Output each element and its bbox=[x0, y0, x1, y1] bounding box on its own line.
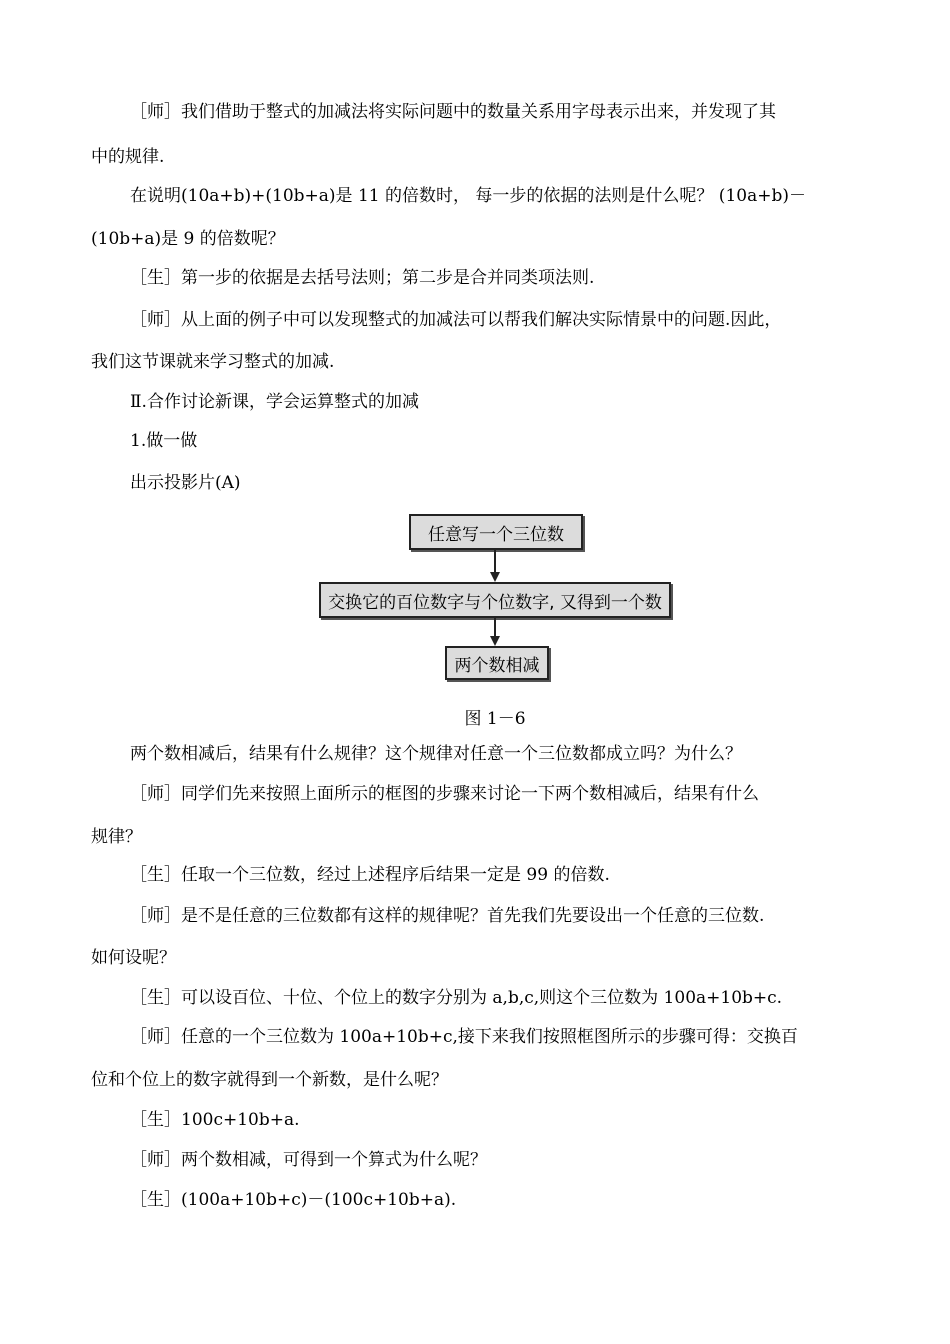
paragraph-line: ［生］(100a+10b+c)－(100c+10b+a). bbox=[130, 1190, 457, 1210]
paragraph-line: ［生］第一步的依据是去括号法则；第二步是合并同类项法则. bbox=[130, 268, 595, 288]
arrowhead-icon bbox=[490, 636, 500, 646]
arrow-down-icon bbox=[494, 550, 496, 574]
paragraph-line: ［师］任意的一个三位数为 100a+10b+c,接下来我们按照框图所示的步骤可得：交换百 bbox=[130, 1027, 798, 1047]
paragraph-line: ［师］同学们先来按照上面所示的框图的步骤来讨论一下两个数相减后，结果有什么 bbox=[130, 784, 759, 804]
paragraph-line: 两个数相减后，结果有什么规律？这个规律对任意一个三位数都成立吗？为什么？ bbox=[130, 744, 742, 764]
flowchart-step-2: 交换它的百位数字与个位数字, 又得到一个数 bbox=[319, 582, 671, 618]
paragraph-line: ［师］从上面的例子中可以发现整式的加减法可以帮我们解决实际情景中的问题.因此， bbox=[130, 310, 782, 330]
paragraph-line: ［师］两个数相减，可得到一个算式为什么呢？ bbox=[130, 1150, 487, 1170]
arrow-down-icon bbox=[494, 618, 496, 638]
paragraph-line: ［师］我们借助于整式的加减法将实际问题中的数量关系用字母表示出来，并发现了其 bbox=[130, 102, 776, 122]
paragraph-line: 位和个位上的数字就得到一个新数，是什么呢？ bbox=[91, 1070, 448, 1090]
arrowhead-icon bbox=[490, 572, 500, 582]
flowchart-step-3: 两个数相减 bbox=[445, 646, 549, 680]
paragraph-line: 如何设呢？ bbox=[91, 948, 176, 968]
paragraph-line: (10b+a)是 9 的倍数呢？ bbox=[91, 229, 285, 249]
paragraph-line: ［生］100c+10b+a. bbox=[130, 1110, 300, 1130]
paragraph-line: ［生］任取一个三位数，经过上述程序后结果一定是 99 的倍数. bbox=[130, 865, 610, 885]
paragraph-line: 规律？ bbox=[91, 827, 142, 847]
flowchart-step-1: 任意写一个三位数 bbox=[409, 514, 583, 550]
paragraph-line: 我们这节课就来学习整式的加减. bbox=[91, 352, 335, 372]
paragraph-line: 中的规律. bbox=[91, 147, 165, 167]
section-heading: Ⅱ.合作讨论新课，学会运算整式的加减 bbox=[130, 392, 419, 412]
paragraph-line: ［生］可以设百位、十位、个位上的数字分别为 a,b,c,则这个三位数为 100a+10b+c. bbox=[130, 988, 783, 1008]
paragraph-line: ［师］是不是任意的三位数都有这样的规律呢？首先我们先要设出一个任意的三位数. bbox=[130, 906, 765, 926]
paragraph-line: 在说明(10a+b)+(10b+a)是 11 的倍数时， 每一步的依据的法则是什么呢？ (10a+b)－ bbox=[130, 186, 806, 206]
figure-caption: 图 1－6 bbox=[464, 709, 526, 729]
subsection-heading: 1.做一做 bbox=[130, 431, 198, 451]
paragraph-line: 出示投影片(A) bbox=[130, 473, 241, 493]
